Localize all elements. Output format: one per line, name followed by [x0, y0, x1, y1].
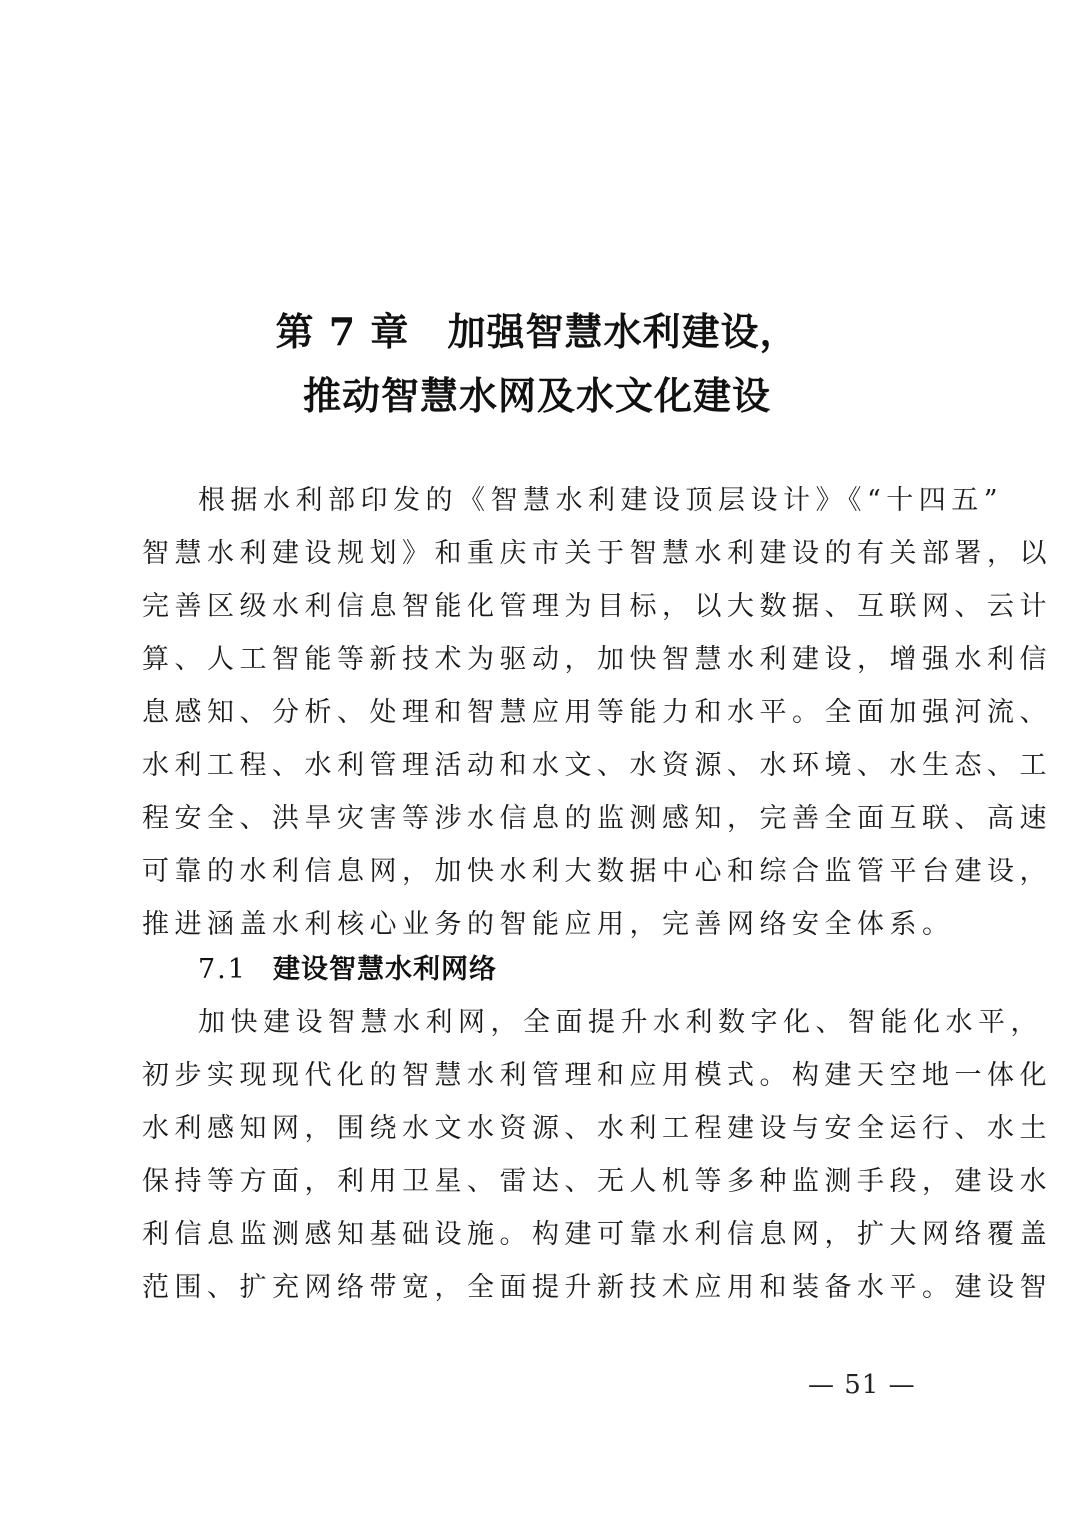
chapter-title-text-1: 加强智慧水利建设，: [447, 309, 799, 354]
paragraph-line: 程安全、洪旱灾害等涉水信息的监测感知，完善全面互联、高速: [142, 803, 1052, 834]
paragraph-line: 水利感知网，围绕水文水资源、水利工程建设与安全运行、水土: [142, 1113, 1052, 1144]
chapter-title: [0, 300, 1074, 428]
chapter-number: 第 7 章: [275, 309, 410, 354]
section-heading-7-1: [198, 943, 497, 996]
paragraph-line: 算、人工智能等新技术为驱动，加快智慧水利建设，增强水利信: [142, 644, 1052, 675]
paragraph-line: 可靠的水利信息网，加快水利大数据中心和综合监管平台建设，: [142, 856, 1052, 887]
paragraph-line: 完善区级水利信息智能化管理为目标，以大数据、互联网、云计: [142, 591, 1052, 622]
paragraph-line: 范围、扩充网络带宽，全面提升新技术应用和装备水平。建设智: [142, 1272, 1052, 1303]
paragraph-line: 息感知、分析、处理和智慧应用等能力和水平。全面加强河流、: [142, 697, 1052, 728]
paragraph-intro: [142, 474, 1052, 951]
paragraph-line: 加快建设智慧水利网，全面提升水利数字化、智能化水平，: [198, 1007, 1043, 1038]
section-title: 建设智慧水利网络: [272, 954, 497, 985]
paragraph-line: 根据水利部印发的《智慧水利建设顶层设计》《“十四五”: [198, 485, 1004, 516]
chapter-title-line-1: [0, 300, 1074, 364]
chapter-title-line-2: 推动智慧水网及水文化建设: [302, 373, 771, 418]
paragraph-section-7-1: [142, 996, 1052, 1314]
paragraph-line: 智慧水利建设规划》和重庆市关于智慧水利建设的有关部署，以: [142, 538, 1052, 569]
paragraph-line: 利信息监测感知基础设施。构建可靠水利信息网，扩大网络覆盖: [142, 1219, 1052, 1250]
page-number: — 51 —: [808, 1370, 916, 1400]
paragraph-line: 初步实现现代化的智慧水利管理和应用模式。构建天空地一体化: [142, 1060, 1052, 1091]
paragraph-line: 保持等方面，利用卫星、雷达、无人机等多种监测手段，建设水: [142, 1166, 1052, 1197]
paragraph-line: 推进涵盖水利核心业务的智能应用，完善网络安全体系。: [142, 909, 955, 940]
section-number: 7.1: [198, 954, 247, 985]
paragraph-line: 水利工程、水利管理活动和水文、水资源、水环境、水生态、工: [142, 750, 1052, 781]
